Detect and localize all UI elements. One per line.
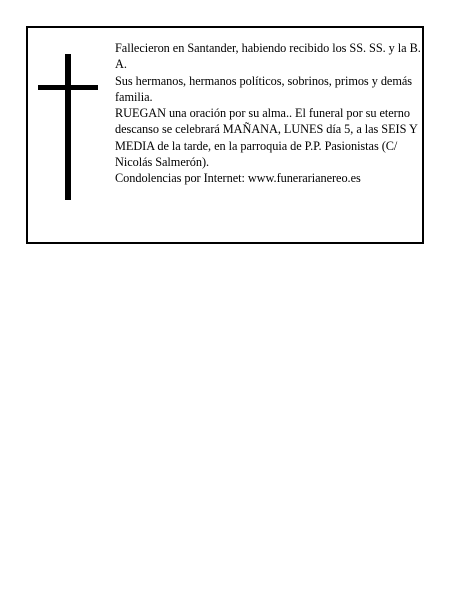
notice-paragraph-deceased: Fallecieron en Santander, habiendo recibido los SS. SS. y la B. A. xyxy=(115,41,421,72)
notice-paragraph-family: Sus hermanos, hermanos políticos, sobrinos, primos y demás familia. xyxy=(115,73,412,104)
notice-paragraph-condolences: Condolencias por Internet: www.funerarianereo.es xyxy=(115,171,361,186)
cross-horizontal-bar xyxy=(38,85,98,90)
death-notice-box xyxy=(26,26,424,244)
cross-vertical-bar xyxy=(65,54,71,200)
notice-text xyxy=(115,40,421,187)
notice-paragraph-funeral: RUEGAN una oración por su alma.. El funeral por su eterno descanso se celebrará MAÑANA, LUNES día 5, a las SEIS Y MEDIA de la tarde, en la parroquia de P.P. Pasionistas (C/ Nicolás Salmerón). xyxy=(115,106,418,170)
latin-cross-icon xyxy=(38,54,98,200)
